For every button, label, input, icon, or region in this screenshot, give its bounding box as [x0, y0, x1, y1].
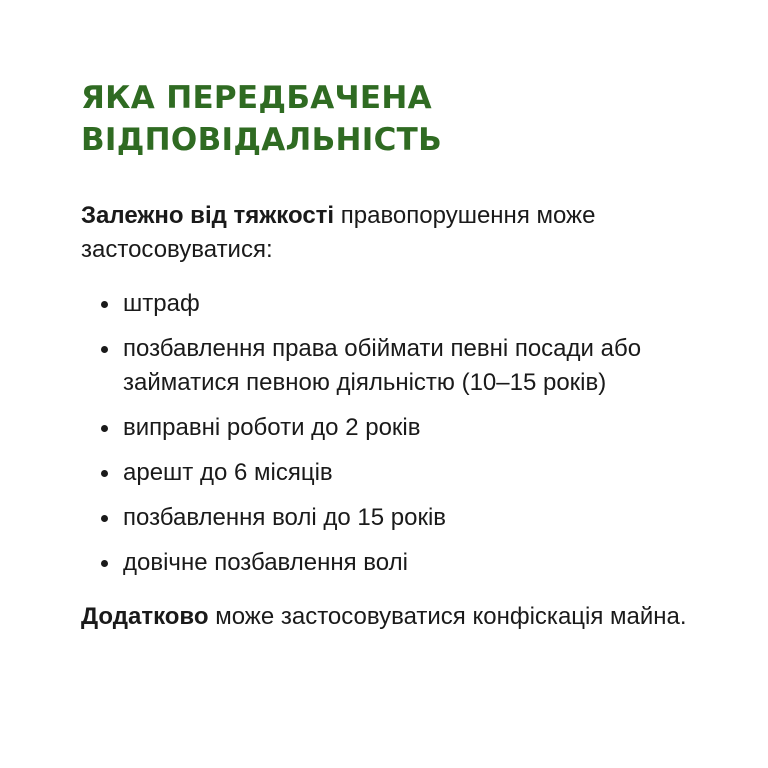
list-item-text: довічне позбавлення волі — [123, 549, 408, 576]
list-item — [81, 287, 721, 321]
page-title — [81, 77, 721, 161]
list-item-text: позбавлення волі до 15 років — [123, 504, 447, 531]
intro-text: правопорушення може застосовуватися: — [81, 202, 596, 263]
bullet-icon — [101, 425, 108, 432]
list-item-text: виправні роботи до 2 років — [123, 414, 421, 441]
list-item — [81, 501, 721, 535]
list-item — [81, 546, 721, 580]
list-item — [81, 332, 721, 400]
penalty-list — [81, 287, 721, 580]
intro-paragraph — [81, 199, 721, 267]
outro-bold-text: Додатково — [81, 603, 209, 630]
title-line-1: ЯКА ПЕРЕДБАЧЕНА — [81, 80, 432, 116]
bullet-icon — [101, 301, 108, 308]
list-item-text: арешт до 6 місяців — [123, 459, 333, 486]
bullet-icon — [101, 346, 108, 353]
list-item — [81, 411, 721, 445]
bullet-icon — [101, 470, 108, 477]
title-line-2: ВІДПОВІДАЛЬНІСТЬ — [81, 122, 443, 158]
outro-paragraph — [81, 600, 721, 634]
bullet-icon — [101, 560, 108, 567]
intro-bold-text: Залежно від тяжкості — [81, 202, 335, 229]
list-item-text: позбавлення права обіймати певні посади або займатися певною діяльністю (10–15 років) — [123, 335, 642, 396]
info-card — [81, 77, 721, 634]
bullet-icon — [101, 515, 108, 522]
outro-text: може застосовуватися конфіскація майна. — [208, 603, 687, 630]
list-item — [81, 456, 721, 490]
list-item-text: штраф — [123, 290, 200, 317]
